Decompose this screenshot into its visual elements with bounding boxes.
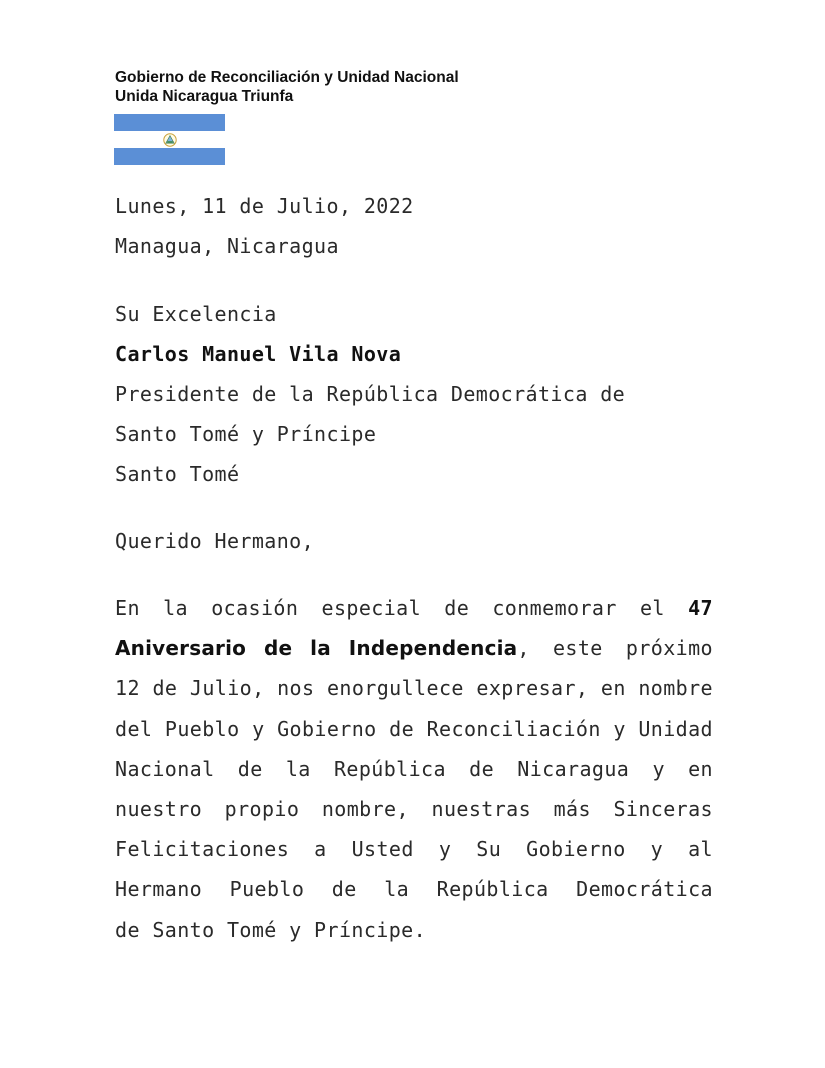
anniversary-number: 47 <box>688 596 713 620</box>
recipient-role-line-1: Presidente de la República Democrática de <box>115 382 626 406</box>
paragraph-line: Hermano Pueblo de la República Democrática <box>115 877 713 902</box>
recipient-city: Santo Tomé <box>115 462 240 486</box>
letter-place: Managua, Nicaragua <box>115 234 339 258</box>
letter-date: Lunes, 11 de Julio, 2022 <box>115 194 414 218</box>
recipient-name: Carlos Manuel Vila Nova <box>115 342 402 366</box>
paragraph-line: Felicitaciones a Usted y Su Gobierno y al <box>115 837 713 862</box>
paragraph-line: de Santo Tomé y Príncipe. <box>115 917 427 942</box>
paragraph-line: del Pueblo y Gobierno de Reconciliación y Unidad <box>115 716 713 741</box>
paragraph-line <box>115 588 713 628</box>
anniversary-title: Aniversario de la Independencia <box>115 636 518 661</box>
letter-body <box>115 186 713 950</box>
paragraph-line: nuestro propio nombre, nuestras más Sinceras <box>115 796 713 821</box>
paragraph-text: En la ocasión especial de conmemorar el <box>115 596 665 620</box>
recipient-role-line-2: Santo Tomé y Príncipe <box>115 422 377 446</box>
flag-top-band <box>114 114 225 131</box>
recipient-honorific: Su Excelencia <box>115 302 277 326</box>
letter-paragraph <box>115 588 713 950</box>
flag-middle-band <box>114 131 225 148</box>
flag-bottom-band <box>114 148 225 165</box>
nicaragua-flag <box>114 114 225 165</box>
letter-greeting: Querido Hermano, <box>115 529 315 553</box>
paragraph-line <box>115 628 713 668</box>
header-government-name: Gobierno de Reconciliación y Unidad Nacional <box>115 69 459 86</box>
coat-of-arms-icon <box>163 133 177 147</box>
paragraph-text: , este próximo <box>517 636 713 661</box>
government-header <box>115 68 459 106</box>
paragraph-line: Nacional de la República de Nicaragua y en <box>115 756 713 781</box>
paragraph-line: 12 de Julio, nos enorgullece expresar, en nombre <box>115 676 713 701</box>
header-slogan: Unida Nicaragua Triunfa <box>115 88 294 105</box>
